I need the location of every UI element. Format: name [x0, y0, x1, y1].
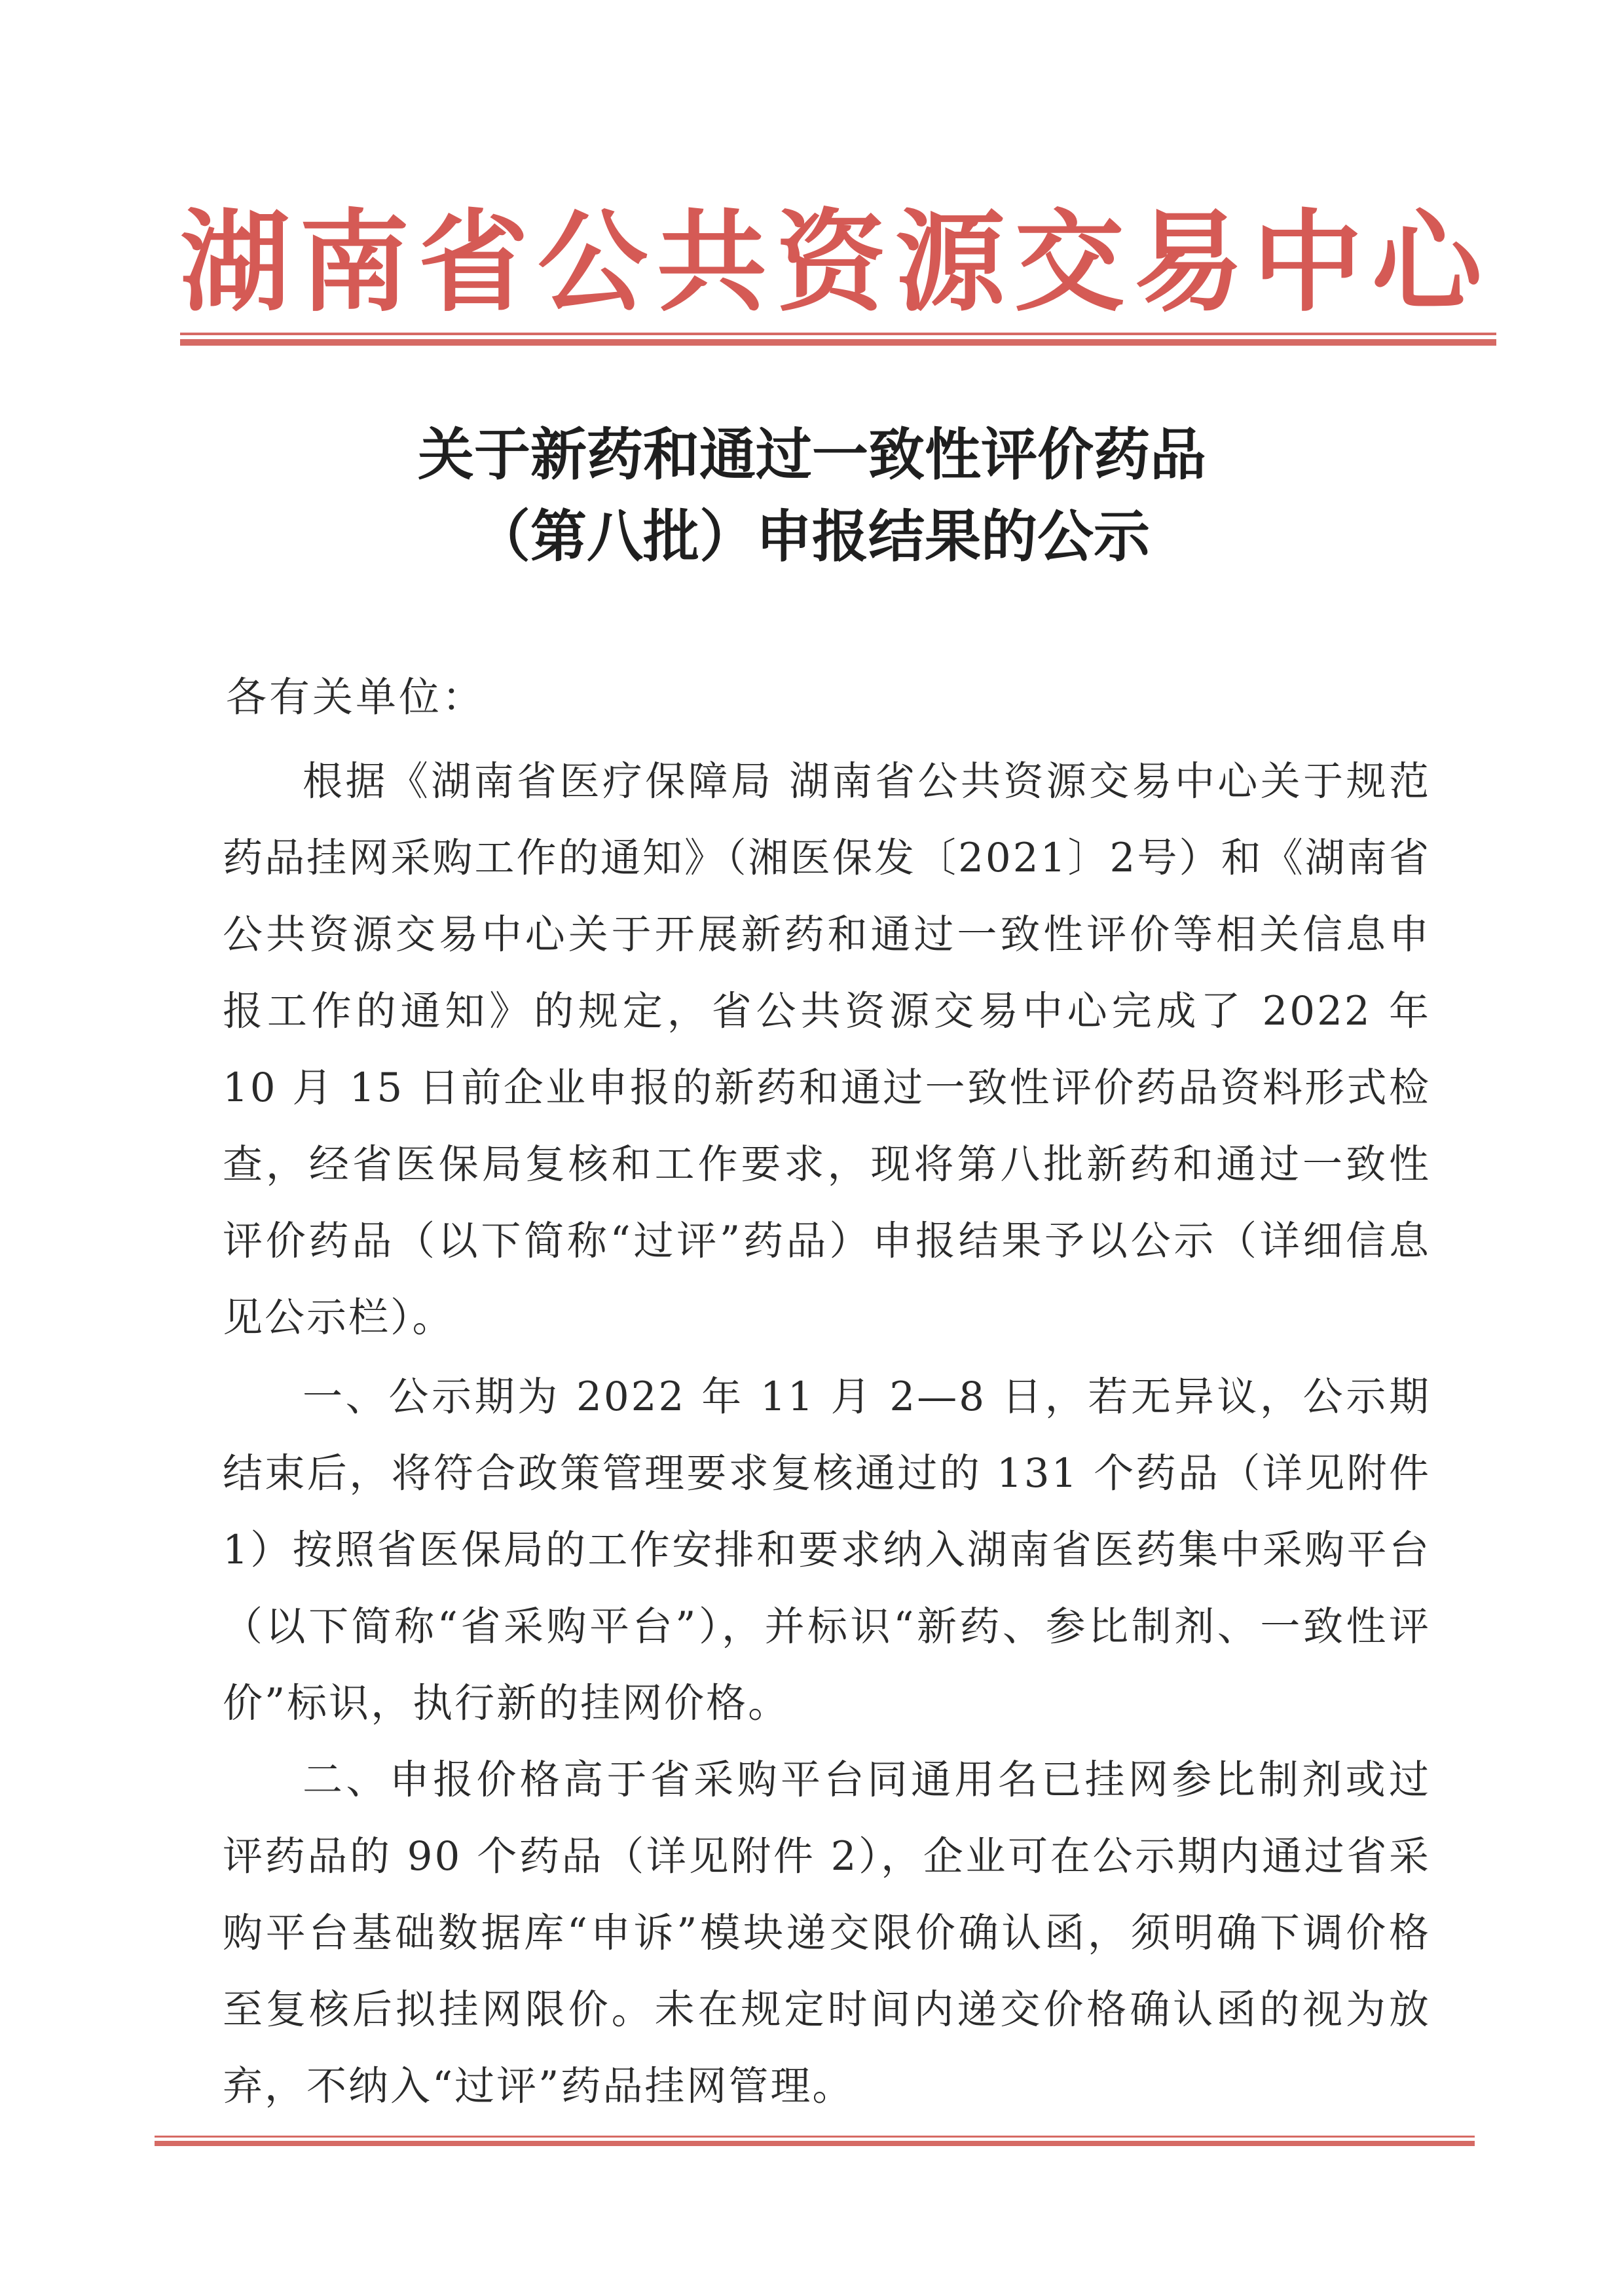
letterhead-red-rule [180, 333, 1496, 346]
salutation: 各有关单位： [226, 673, 486, 721]
body-paragraph-intro: 根据《湖南省医疗保障局 湖南省公共资源交易中心关于规范药品挂网采购工作的通知》（湘医保发〔2021〕2号）和《湖南省公共资源交易中心关于开展新药和通过一致性评价等相关信息申报工作的通知》的规定，省公共资源交易中心完成了 2022 年 10 月 15 日前企业申报的新药和通过一致性评价药品资料形式检查，经省医保局复核和工作要求，现将第八批新药和通过一致性评价药品（以下简称“过评”药品）申报结果予以公示（详细信息见公示栏）。 [223, 758, 1431, 1341]
letterhead-org-name: 湖南省公共资源交易中心 [180, 197, 1491, 327]
document-title-line-1: 关于新药和通过一致性评价药品 [418, 422, 1206, 488]
body-paragraph-item-2: 二、申报价格高于省采购平台同通用名已挂网参比制剂或过评药品的 90 个药品（详见附件 2），企业可在公示期内通过省采购平台基础数据库“申诉”模块递交限价确认函，须明确下调价格至复核后拟挂网限价。未在规定时间内递交价格确认函的视为放弃，不纳入“过评”药品挂网管理。 [223, 1757, 1431, 2109]
body-paragraph-item-1: 一、公示期为 2022 年 11 月 2—8 日，若无异议，公示期结束后，将符合政策管理要求复核通过的 131 个药品（详见附件 1）按照省医保局的工作安排和要求纳入湖南省医药集中采购平台（以下简称“省采购平台”），并标识“新药、参比制剂、一致性评价”标识，执行新的挂网价格。 [223, 1374, 1431, 1726]
document-title-line-2: （第八批）申报结果的公示 [474, 503, 1150, 570]
footer-red-rule [155, 2136, 1475, 2146]
